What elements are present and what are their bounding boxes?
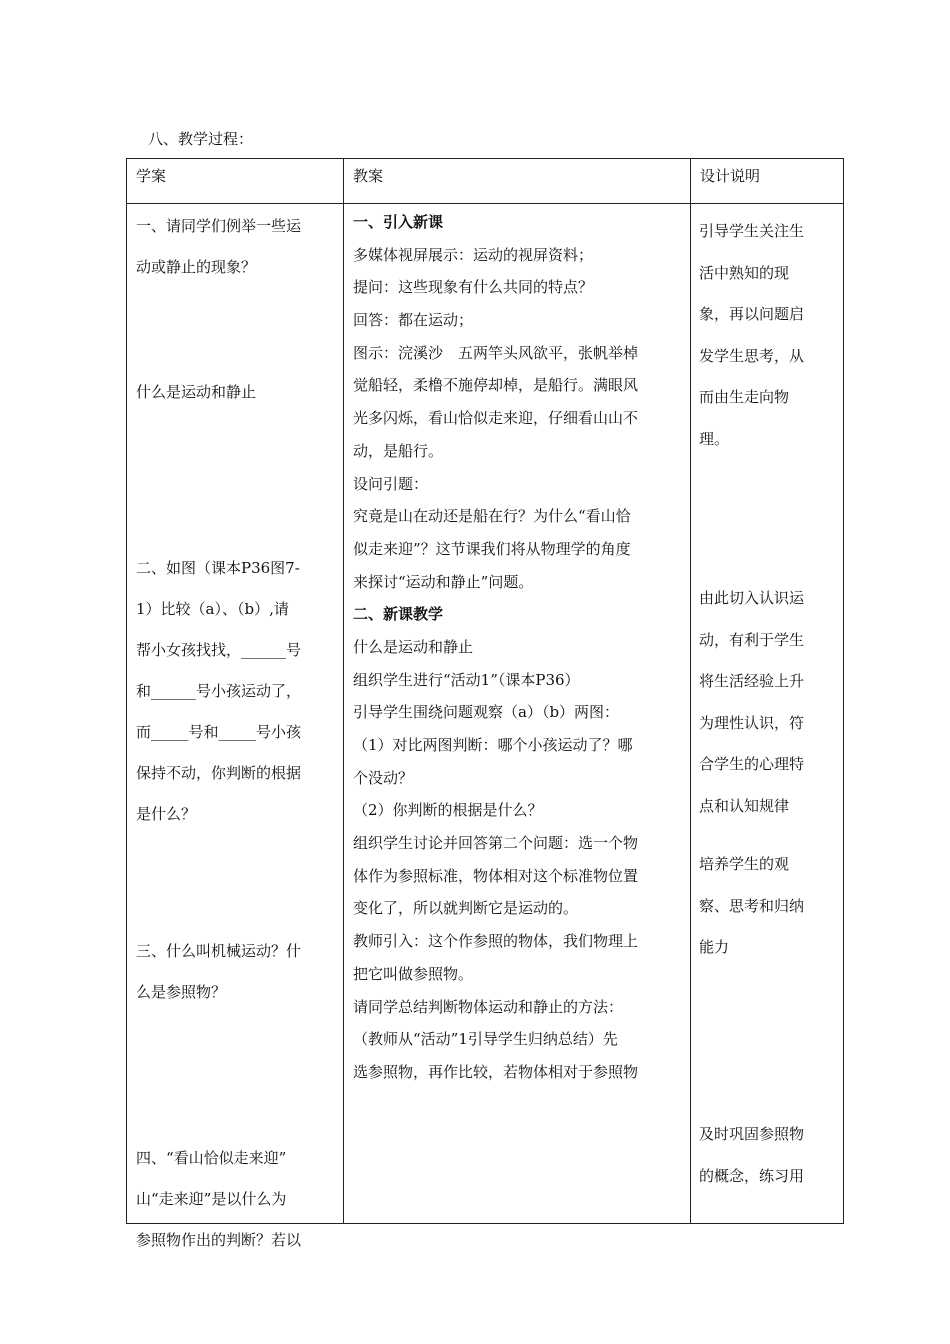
lesson-plan-cell — [344, 204, 691, 1224]
lesson-plan-line: （教师从“活动”1引导学生归纳总结）先 — [353, 1030, 618, 1049]
design-note-4: 及时巩固参照物 的概念，练习用 — [699, 1125, 805, 1185]
design-note-1: 引导学生关注生 活中熟知的现 象，再以问题启 发学生思考，从 而由生走向物 理。 — [699, 222, 805, 448]
study-question-1: 一、请同学们例举一些运 动或静止的现象？ — [136, 217, 302, 276]
section-title: 八、教学过程： — [148, 130, 254, 148]
design-note-3: 培养学生的观 察、思考和归纳 能力 — [699, 855, 805, 956]
header-design-notes: 设计说明 — [691, 159, 844, 204]
lesson-plan-line: 选参照物，再作比较，若物体相对于参照物 — [353, 1062, 639, 1081]
lesson-plan-line: 提问：这些现象有什么共同的特点？ — [353, 278, 594, 297]
lesson-plan-line: 组织学生讨论并回答第二个问题：选一个物 — [353, 834, 639, 853]
lesson-plan-line: 教师引入：这个作参照的物体，我们物理上 — [353, 932, 639, 951]
lesson-plan-line: 把它叫做参照物。 — [353, 964, 474, 983]
study-question-3: 三、什么叫机械运动？什 么是参照物？ — [136, 942, 302, 1001]
lesson-plan-line: 请同学总结判断物体运动和静止的方法： — [353, 997, 624, 1016]
lesson-plan-line: （1）对比两图判断：哪个小孩运动了？哪 — [353, 736, 633, 754]
lesson-plan-line: 光多闪烁，看山恰似走来迎，仔细看山山不 — [353, 409, 639, 428]
lesson-plan-line: 设问引题： — [353, 474, 429, 493]
study-plan-cell — [127, 204, 344, 1249]
lesson-plan-line: 个没动？ — [353, 768, 414, 787]
lesson-plan-line: 来探讨“运动和静止”问题。 — [353, 572, 534, 591]
study-question-4: 四、“看山恰似走来迎” 山“走来迎”是以什么为 参照物作出的判断？若以 — [136, 1149, 302, 1249]
lesson-plan-line: 变化了，所以就判断它是运动的。 — [353, 899, 579, 918]
study-question-1b: 什么是运动和静止 — [136, 383, 257, 401]
design-note-2: 由此切入认识运 动，有利于学生 将生活经验上升 为理性认识，符 合学生的心理特 点和认知规律 — [699, 589, 805, 815]
header-jiaoan: 教案 — [344, 159, 691, 204]
lesson-plan-line: 引导学生围绕问题观察（a）（b）两图： — [353, 703, 620, 722]
table-header-row — [127, 159, 844, 204]
lesson-plan-line: 多媒体视屏展示：运动的视屏资料； — [353, 245, 594, 264]
design-notes-cell — [691, 204, 844, 1224]
lesson-plan-line: 似走来迎”？这节课我们将从物理学的角度 — [353, 539, 631, 558]
lesson-plan-line: 体作为参照标准，物体相对这个标准物位置 — [353, 866, 639, 885]
lesson-plan-line: 什么是运动和静止 — [353, 637, 474, 656]
lesson-plan-line: 组织学生进行“活动1”（课本P36） — [353, 670, 580, 689]
teaching-process-table — [126, 158, 844, 1249]
lesson-plan-line: 图示：浣溪沙 五两竿头风欲平，张帆举棹 — [353, 343, 639, 362]
lesson-plan-line: 二、新课教学 — [353, 605, 444, 624]
lesson-plan-line: 究竟是山在动还是船在行？为什么“看山恰 — [353, 507, 631, 526]
lesson-plan-line: 一、引入新课 — [353, 213, 444, 231]
study-question-2: 二、如图（课本P36图7- 1）比较（a）、（b）,请 帮小女孩找找，______号 和______号小孩运动了， 而_____号和_____号小孩 保持不动，你判断的根据 是什么？ — [136, 559, 302, 823]
lesson-plan-text — [353, 206, 677, 1089]
header-xuean: 学案 — [127, 159, 344, 204]
lesson-plan-line: 回答：都在运动； — [353, 311, 474, 330]
table-body-row — [127, 204, 844, 1224]
lesson-plan-line: 觉船轻，柔橹不施停却棹，是船行。满眼风 — [353, 376, 639, 395]
lesson-plan-line: 动，是船行。 — [353, 441, 444, 460]
lesson-plan-line: （2）你判断的根据是什么？ — [353, 801, 543, 820]
